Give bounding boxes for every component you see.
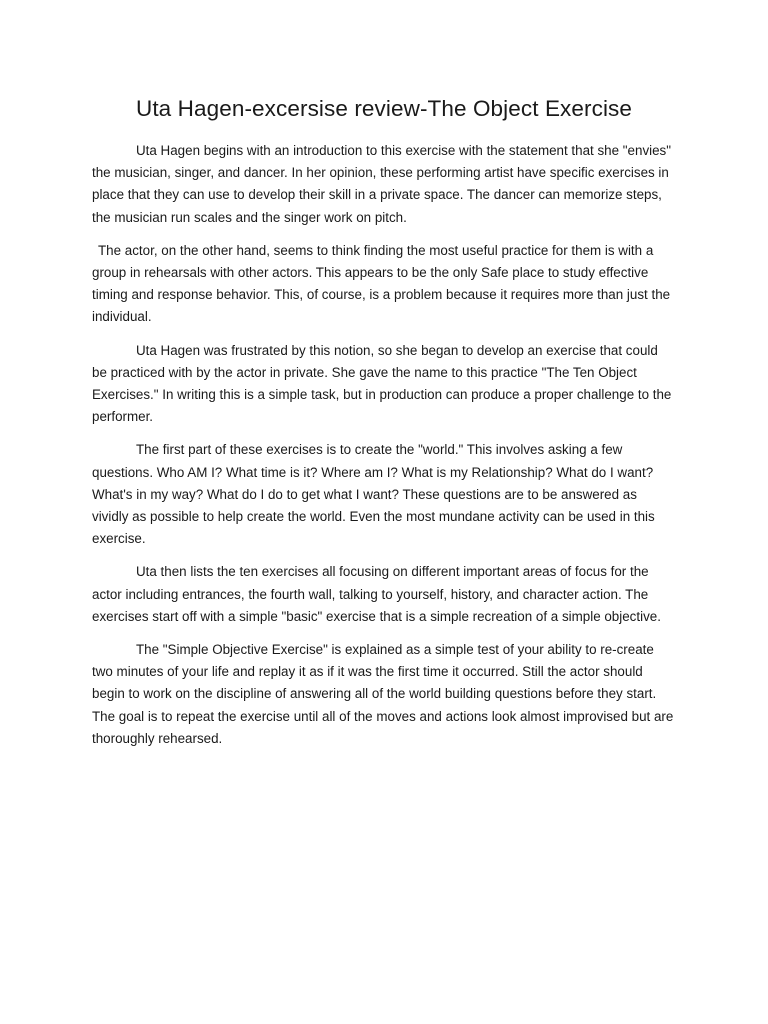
document-title: Uta Hagen-excersise review-The Object Exercise: [135, 96, 633, 121]
paragraph-ten-exercises: Uta then lists the ten exercises all focusing on different important areas of focus for the actor including entrances, the fourth wall, talking to yourself, history, and character action. The exercises start off with a simple "basic" exercise that is a simple recreation of a simple objective.: [92, 564, 661, 624]
paragraph-simple-objective: The "Simple Objective Exercise" is explained as a simple test of your ability to re-create two minutes of your life and replay it as if it was the first time it occurred. Still the actor should begin to work on the discipline of answering all of the world building questions before they start. The goal is to repeat the exercise until all of the moves and actions look almost improvised but are thoroughly rehearsed.: [92, 642, 674, 746]
paragraph-world: The first part of these exercises is to create the "world." This involves asking a few questions. Who AM I? What time is it? Where am I? What is my Relationship? What do I want? What's in my way? What do I do to get what I want? These questions are to be answered as vividly as possible to help create the world. Even the most mundane activity can be used in this exercise.: [92, 442, 655, 547]
paragraph-frustration: Uta Hagen was frustrated by this notion, so she began to develop an exercise that could be practiced with by the actor in private. She gave the name to this practice "The Ten Object Exercises." In writing this is a simple task, but in production can produce a proper challenge to the performer.: [92, 342, 672, 425]
paragraph-actor: The actor, on the other hand, seems to think finding the most useful practice for them is with a group in rehearsals with other actors. This appears to be the only Safe place to study effective timing and response behavior. This, of course, is a problem because it requires more than just the individual.: [92, 242, 671, 325]
paragraph-intro: Uta Hagen begins with an introduction to this exercise with the statement that she "envies" the musician, singer, and dancer. In her opinion, these performing artist have specific exercises in place that they can use to develop their skill in a private space. The dancer can memorize steps, the musician run scales and the singer work on pitch.: [92, 143, 672, 225]
